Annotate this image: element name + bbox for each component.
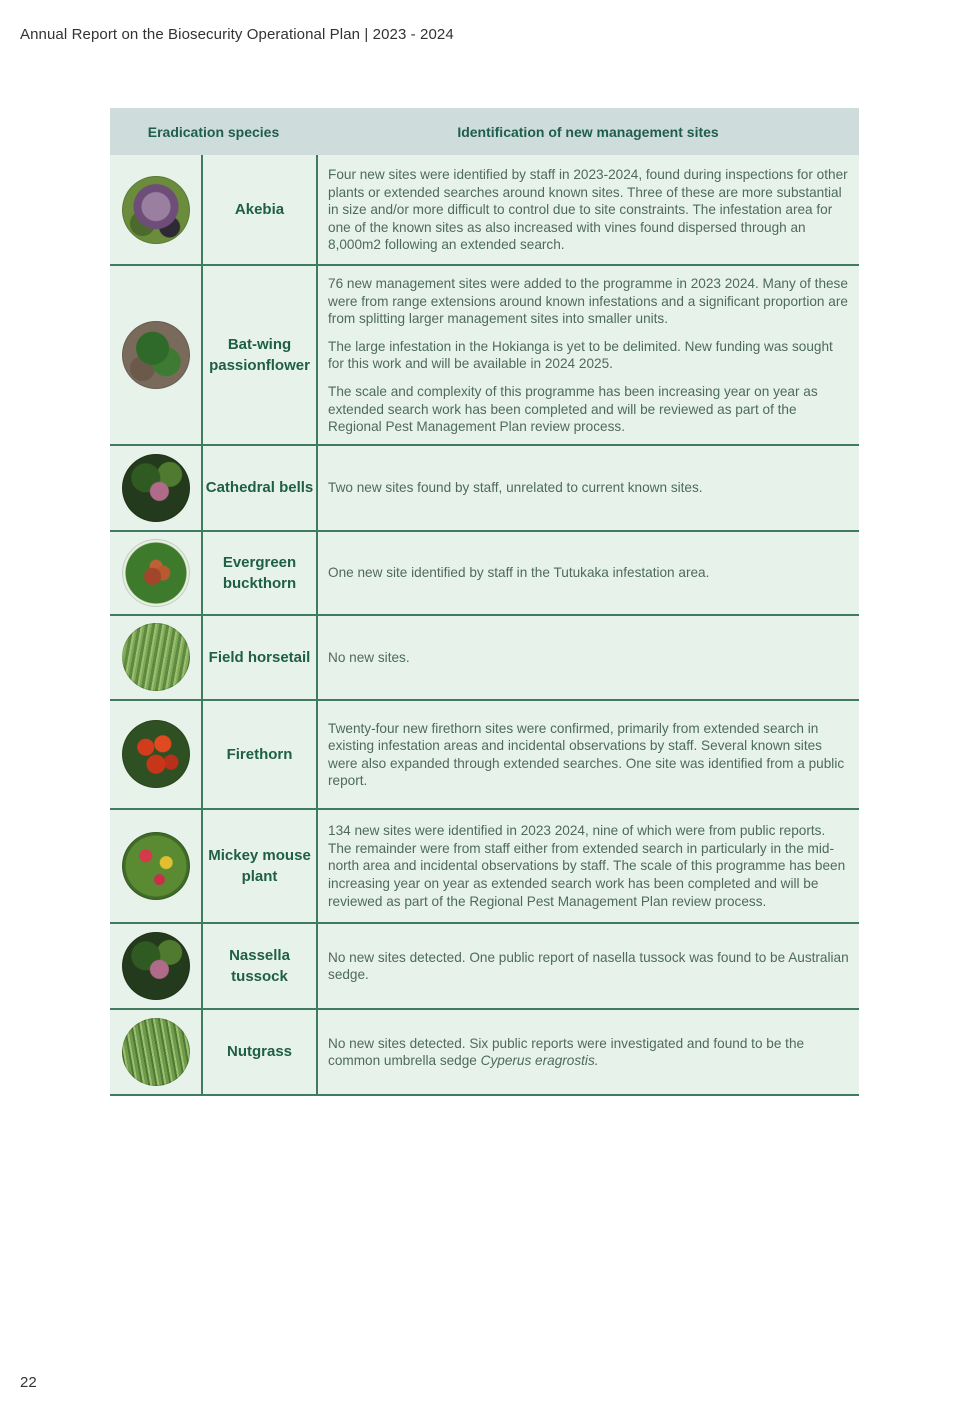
species-name: Nassella tussock bbox=[202, 923, 317, 1009]
description-paragraph: Twenty-four new firethorn sites were confirmed, primarily from extended search in existing infestation areas and incidental observations by staff. Several known sites were also expanded through extended searches. One site was identified from a public report. bbox=[328, 720, 845, 789]
table-row bbox=[110, 445, 859, 531]
description-paragraph: One new site identified by staff in the Tutukaka infestation area. bbox=[328, 565, 710, 581]
cathedral-bells-photo bbox=[122, 454, 190, 522]
header-eradication-species: Eradication species bbox=[110, 108, 317, 155]
nassella-tussock-photo bbox=[122, 932, 190, 1000]
field-horsetail-photo bbox=[122, 623, 190, 691]
description-paragraph: The large infestation in the Hokianga is yet to be delimited. New funding was sought for this work and will be available in 2024 2025. bbox=[328, 338, 833, 372]
page-header: Annual Report on the Biosecurity Operational Plan | 2023 - 2024 bbox=[20, 26, 454, 43]
table-row bbox=[110, 265, 859, 445]
sites-description bbox=[317, 923, 859, 1009]
table-row bbox=[110, 700, 859, 809]
evergreen-buckthorn-berries-photo bbox=[122, 539, 190, 607]
bat-wing-passionflower-leaf-photo bbox=[122, 321, 190, 389]
table-row bbox=[110, 1009, 859, 1095]
description-paragraph: Four new sites were identified by staff in 2023-2024, found during inspections for other plants or extended searches around known sites. Three of these are more substantial in size and/or more difficult to control due to site constraints. The infestation area for one of the known sites as also increased with vines found dispersed through an 8,000m2 following an extended search. bbox=[328, 167, 848, 253]
sites-description bbox=[317, 155, 859, 265]
species-name: Firethorn bbox=[202, 700, 317, 809]
nutgrass-photo bbox=[122, 1018, 190, 1086]
sites-description bbox=[317, 1009, 859, 1095]
sites-description bbox=[317, 531, 859, 615]
page-number: 22 bbox=[20, 1374, 37, 1391]
description-paragraph: No new sites detected. One public report of nasella tussock was found to be Australian sedge. bbox=[328, 949, 849, 983]
table-header-row bbox=[110, 108, 859, 155]
table-row bbox=[110, 155, 859, 265]
sites-description bbox=[317, 700, 859, 809]
mickey-mouse-plant-photo bbox=[122, 832, 190, 900]
table-row bbox=[110, 531, 859, 615]
description-paragraph: 134 new sites were identified in 2023 2024, nine of which were from public reports. The remainder were from staff either from extended search in particularly in the mid-north area and incidental observations by staff. The scale of this programme has been increasing year on year as extended search work has been completed and will be reviewed as part of the Regional Pest Management Plan review process. bbox=[328, 823, 846, 909]
eradication-species-table bbox=[110, 108, 859, 1096]
firethorn-berries-photo bbox=[122, 720, 190, 788]
description-paragraph: 76 new management sites were added to the programme in 2023 2024. Many of these were from range extensions around known infestations and a significant proportion are from splitting larger management sites into smaller units. bbox=[328, 276, 848, 327]
species-name: Nutgrass bbox=[202, 1009, 317, 1095]
description-paragraph: No new sites. bbox=[328, 649, 410, 665]
sites-description bbox=[317, 615, 859, 700]
table-row bbox=[110, 923, 859, 1009]
species-name: Evergreen buckthorn bbox=[202, 531, 317, 615]
akebia-flower-photo bbox=[122, 176, 190, 244]
species-name: Akebia bbox=[202, 155, 317, 265]
description-paragraph: Two new sites found by staff, unrelated to current known sites. bbox=[328, 480, 703, 496]
table-row bbox=[110, 809, 859, 923]
species-scientific-name: Cyperus eragrostis. bbox=[480, 1053, 599, 1069]
table-row bbox=[110, 615, 859, 700]
description-text: No new sites detected. Six public reports were investigated and found to be the common umbrella sedge bbox=[328, 1035, 805, 1069]
species-name: Cathedral bells bbox=[202, 445, 317, 531]
description-paragraph: The scale and complexity of this programme has been increasing year on year as extended search work has been completed and will be reviewed as part of the Regional Pest Management Plan review process. bbox=[328, 383, 818, 435]
sites-description bbox=[317, 809, 859, 923]
header-new-management-sites: Identification of new management sites bbox=[317, 108, 859, 155]
species-name: Bat-wing passionflower bbox=[202, 265, 317, 445]
sites-description bbox=[317, 445, 859, 531]
species-name: Mickey mouse plant bbox=[202, 809, 317, 923]
species-name: Field horsetail bbox=[202, 615, 317, 700]
description-paragraph bbox=[328, 1035, 851, 1070]
sites-description bbox=[317, 265, 859, 445]
